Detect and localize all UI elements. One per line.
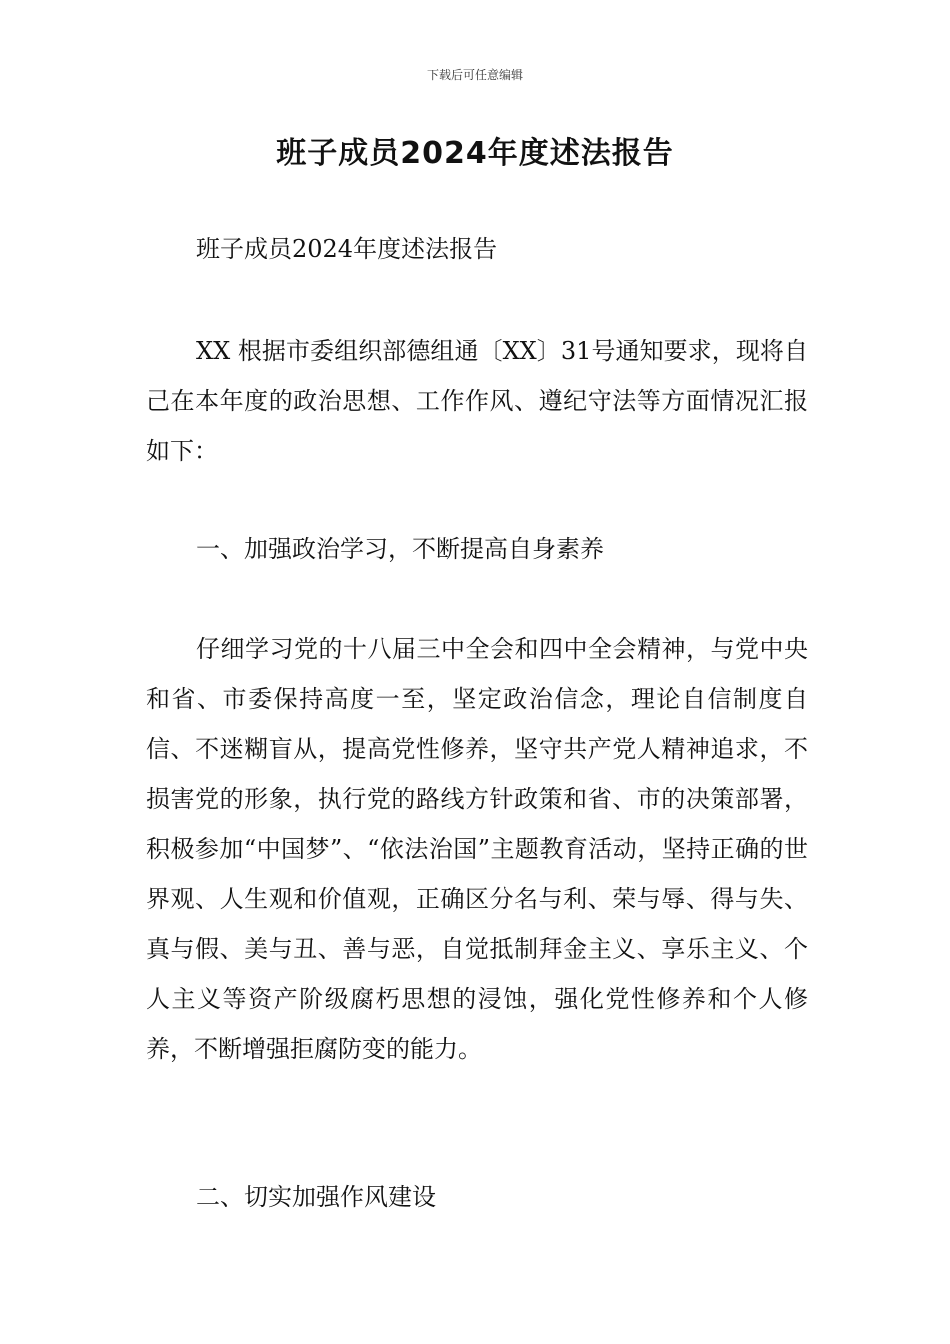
section-1-paragraph: 仔细学习党的十八届三中全会和四中全会精神，与党中央和省、市委保持高度一至，坚定政治信念，理论自信制度自信、不迷糊盲从，提高党性修养，坚守共产党人精神追求，不损害党的形象，执行党的路线方针政策和省、市的决策部署，积极参加“中国梦”、“依法治国”主题教育活动，坚持正确的世界观、人生观和价值观，正确区分名与利、荣与辱、得与失、真与假、美与丑、善与恶，自觉抵制拜金主义、享乐主义、个人主义等资产阶级腐朽思想的浸蚀，强化党性修养和个人修养，不断增强拒腐防变的能力。	[146, 635, 808, 1063]
document-subtitle: 班子成员2024年度述法报告	[196, 235, 498, 263]
section-heading-2: 二、切实加强作风建设	[196, 1183, 436, 1211]
page-header-note: 下载后可任意编辑	[426, 68, 523, 82]
document-title: 班子成员2024年度述法报告	[276, 136, 674, 171]
section-heading-1: 一、加强政治学习，不断提高自身素养	[196, 535, 604, 563]
intro-paragraph: XX 根据市委组织部德组通〔XX〕31号通知要求，现将自己在本年度的政治思想、工作作风、遵纪守法等方面情况汇报如下：	[146, 337, 808, 465]
